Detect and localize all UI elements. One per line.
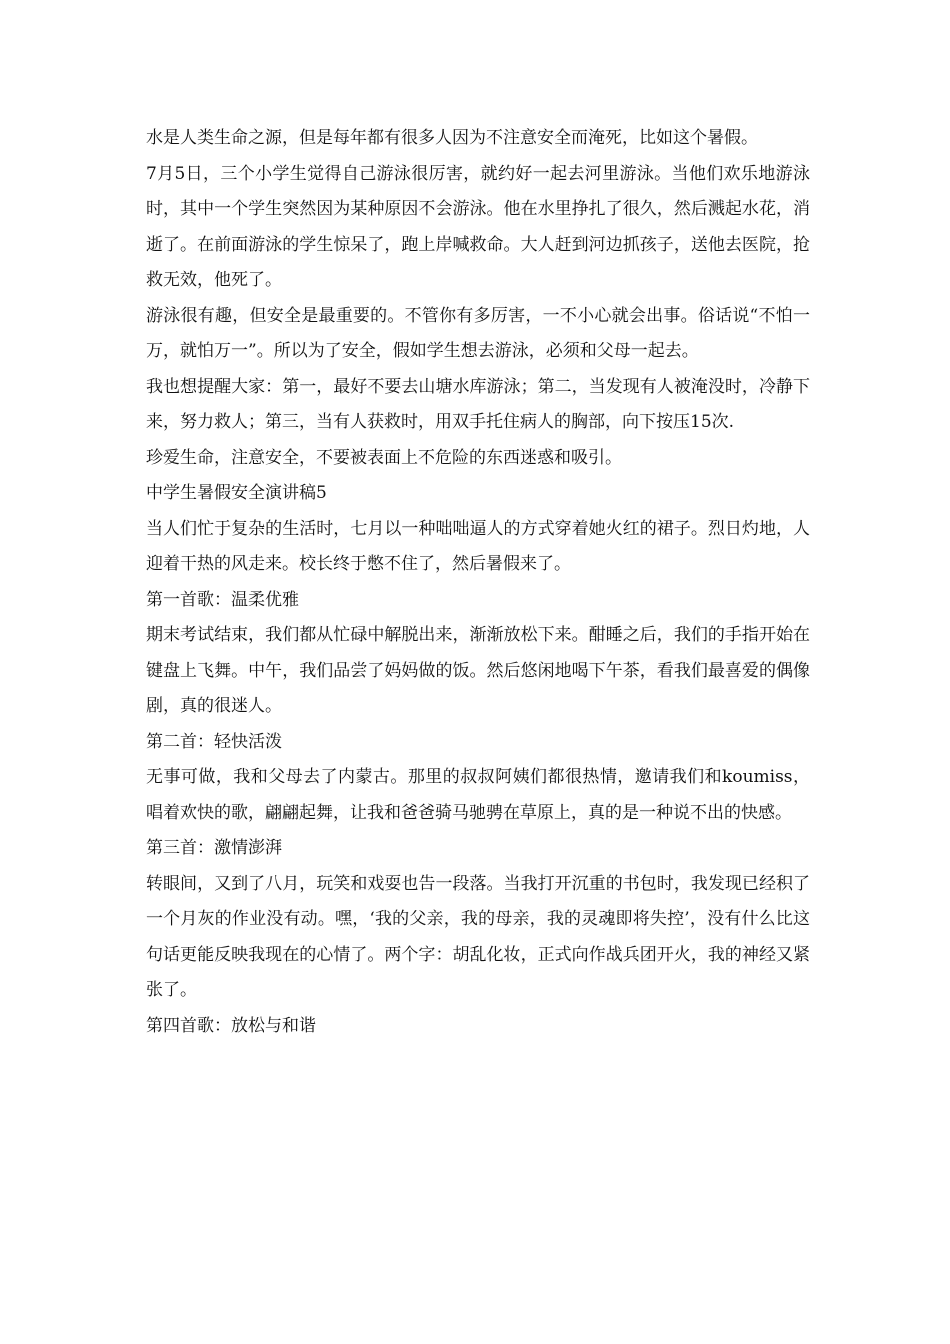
subsection-title: 第四首歌：放松与和谐 bbox=[146, 1015, 316, 1036]
paragraph: 水是人类生命之源，但是每年都有很多人因为不注意安全而淹死，比如这个暑假。 bbox=[146, 128, 758, 148]
section-title: 中学生暑假安全演讲稿5 bbox=[146, 483, 327, 503]
document-body bbox=[146, 121, 810, 1044]
subsection-title: 第一首歌：温柔优雅 bbox=[146, 589, 299, 610]
paragraph: 期末考试结束，我们都从忙碌中解脱出来，渐渐放松下来。酣睡之后，我们的手指开始在键盘上飞舞。中午，我们品尝了妈妈做的饭。然后悠闲地喝下午茶，看我们最喜爱的偶像剧，真的很迷人。 bbox=[146, 625, 810, 716]
paragraph: 珍爱生命，注意安全，不要被表面上不危险的东西迷惑和吸引。 bbox=[146, 447, 622, 468]
paragraph: 我也想提醒大家：第一，最好不要去山塘水库游泳；第二，当发现有人被淹没时，冷静下来，努力救人；第三，当有人获救时，用双手托住病人的胸部，向下按压15次. bbox=[146, 376, 810, 432]
paragraph: 游泳很有趣，但安全是最重要的。不管你有多厉害，一不小心就会出事。俗话说“不怕一万，就怕万一”。所以为了安全，假如学生想去游泳，必须和父母一起去。 bbox=[146, 305, 810, 361]
subsection-title: 第二首：轻快活泼 bbox=[146, 731, 282, 752]
paragraph: 当人们忙于复杂的生活时，七月以一种咄咄逼人的方式穿着她火红的裙子。烈日灼地，人迎着干热的风走来。校长终于憋不住了，然后暑假来了。 bbox=[146, 518, 810, 574]
subsection-title: 第三首：激情澎湃 bbox=[146, 838, 282, 858]
paragraph: 7月5日，三个小学生觉得自己游泳很厉害，就约好一起去河里游泳。当他们欢乐地游泳时，其中一个学生突然因为某种原因不会游泳。他在水里挣扎了很久，然后溅起水花，消逝了。在前面游泳的学生惊呆了，跑上岸喊救命。大人赶到河边抓孩子，送他去医院，抢救无效，他死了。 bbox=[146, 163, 810, 290]
paragraph: 无事可做，我和父母去了内蒙古。那里的叔叔阿姨们都很热情，邀请我们和koumiss，唱着欢快的歌，翩翩起舞，让我和爸爸骑马驰骋在草原上，真的是一种说不出的快感。 bbox=[146, 767, 810, 823]
paragraph: 转眼间，又到了八月，玩笑和戏耍也告一段落。当我打开沉重的书包时，我发现已经积了一个月灰的作业没有动。嘿，‘我的父亲，我的母亲，我的灵魂即将失控’，没有什么比这句话更能反映我现在的心情了。两个字：胡乱化妆，正式向作战兵团开火，我的神经又紧张了。 bbox=[146, 873, 810, 1000]
